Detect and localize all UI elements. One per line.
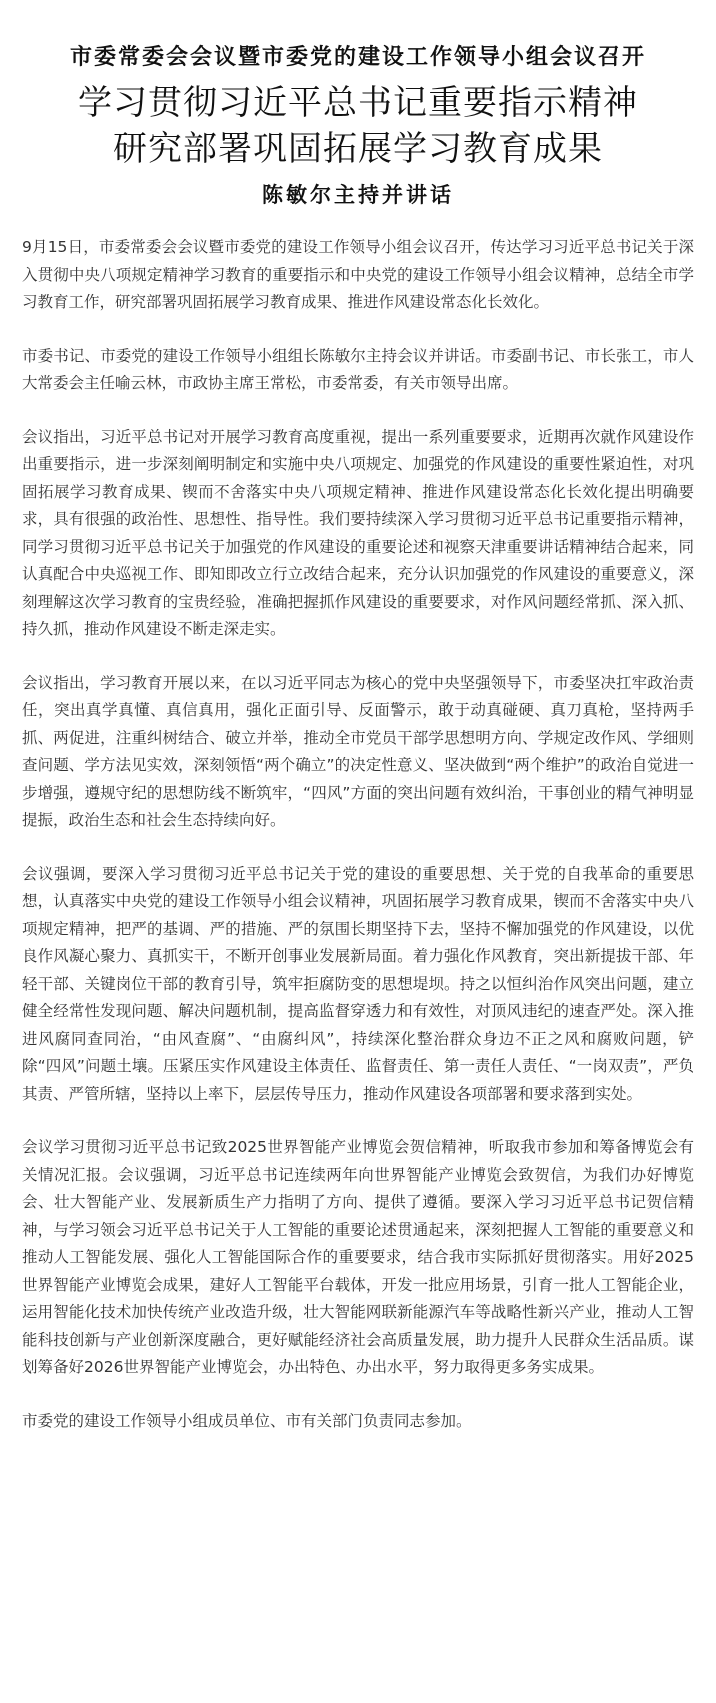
paragraph: 9月15日，市委常委会会议暨市委党的建设工作领导小组会议召开，传达学习习近平总书记关于深入贯彻中央八项规定精神学习教育的重要指示和中央党的建设工作领导小组会议精神，总结全市学习教育工作，研究部署巩固拓展学习教育成果、推进作风建设常态化长效化。: [22, 238, 694, 311]
main-title-line-1: 学习贯彻习近平总书记重要指示精神: [78, 83, 638, 123]
headline: [22, 40, 694, 212]
article-body: [22, 234, 694, 1435]
paragraph: 会议强调，要深入学习贯彻习近平总书记关于党的建设的重要思想、关于党的自我革命的重要思想，认真落实中央党的建设工作领导小组会议精神，巩固拓展学习教育成果，锲而不舍落实中央八项规定精神，把严的基调、严的措施、严的氛围长期坚持下去，坚持不懈加强党的作风建设，以优良作风凝心聚力、真抓实干，不断开创事业发展新局面。着力强化作风教育，突出新提拔干部、年轻干部、关键岗位干部的教育引导，筑牢拒腐防变的思想堤坝。持之以恒纠治作风突出问题，建立健全经常性发现问题、解决问题机制，提高监督穿透力和有效性，对顶风违纪的速查严处。深入推进风腐同查同治，“由风查腐”、“由腐纠风”，持续深化整治群众身边不正之风和腐败问题，铲除“四风”问题土壤。压紧压实作风建设主体责任、监督责任、第一责任人责任、“一岗双责”，严负其责、严管所辖，坚持以上率下，层层传导压力，推动作风建设各项部署和要求落到实处。: [22, 864, 694, 1103]
main-title-line-2: 研究部署巩固拓展学习教育成果: [113, 129, 603, 169]
paragraph: 会议学习贯彻习近平总书记致2025世界智能产业博览会贺信精神，听取我市参加和筹备博览会有关情况汇报。会议强调，习近平总书记连续两年向世界智能产业博览会致贺信，为我们办好博览会、壮大智能产业、发展新质生产力指明了方向、提供了遵循。要深入学习习近平总书记贺信精神，与学习领会习近平总书记关于人工智能的重要论述贯通起来，深刻把握人工智能的重要意义和推动人工智能发展、强化人工智能国际合作的重要要求，结合我市实际抓好贯彻落实。用好2025世界智能产业博览会成果，建好人工智能平台载体，开发一批应用场景，引育一批人工智能企业，运用智能化技术加快传统产业改造升级，壮大智能网联新能源汽车等战略性新兴产业，推动人工智能科技创新与产业创新深度融合，更好赋能经济社会高质量发展，助力提升人民群众生活品质。谋划筹备好2026世界智能产业博览会，办出特色、办出水平，努力取得更多务实成果。: [22, 1138, 694, 1376]
paragraph: 市委党的建设工作领导小组成员单位、市有关部门负责同志参加。: [22, 1411, 472, 1430]
sub-title: 陈敏尔主持并讲话: [262, 182, 454, 207]
pre-title: 市委常委会会议暨市委党的建设工作领导小组会议召开: [69, 44, 646, 70]
paragraph: 会议指出，习近平总书记对开展学习教育高度重视，提出一系列重要要求，近期再次就作风建设作出重要指示，进一步深刻阐明制定和实施中央八项规定、加强党的作风建设的重要性紧迫性，对巩固拓展学习教育成果、锲而不舍落实中央八项规定精神、推进作风建设常态化长效化提出明确要求，具有很强的政治性、思想性、指导性。我们要持续深入学习贯彻习近平总书记重要指示精神，同学习贯彻习近平总书记关于加强党的作风建设的重要论述和视察天津重要讲话精神结合起来，同认真配合中央巡视工作、即知即改立行立改结合起来，充分认识加强党的作风建设的重要意义，深刻理解这次学习教育的宝贵经验，准确把握抓作风建设的重要要求，对作风问题经常抓、深入抓、持久抓，推动作风建设不断走深走实。: [22, 427, 694, 638]
paragraph: 会议指出，学习教育开展以来，在以习近平同志为核心的党中央坚强领导下，市委坚决扛牢政治责任，突出真学真懂、真信真用，强化正面引导、反面警示，敢于动真碰硬、真刀真枪，坚持两手抓、两促进，注重纠树结合、破立并举，推动全市党员干部学思想明方向、学规定改作风、学细则查问题、学方法见实效，深刻领悟“两个确立”的决定性意义、坚决做到“两个维护”的政治自觉进一步增强，遵规守纪的思想防线不断筑牢，“四风”方面的突出问题有效纠治，干事创业的精气神明显提振，政治生态和社会生态持续向好。: [22, 673, 694, 829]
paragraph: 市委书记、市委党的建设工作领导小组组长陈敏尔主持会议并讲话。市委副书记、市长张工，市人大常委会主任喻云林，市政协主席王常松，市委常委，有关市领导出席。: [22, 346, 694, 392]
